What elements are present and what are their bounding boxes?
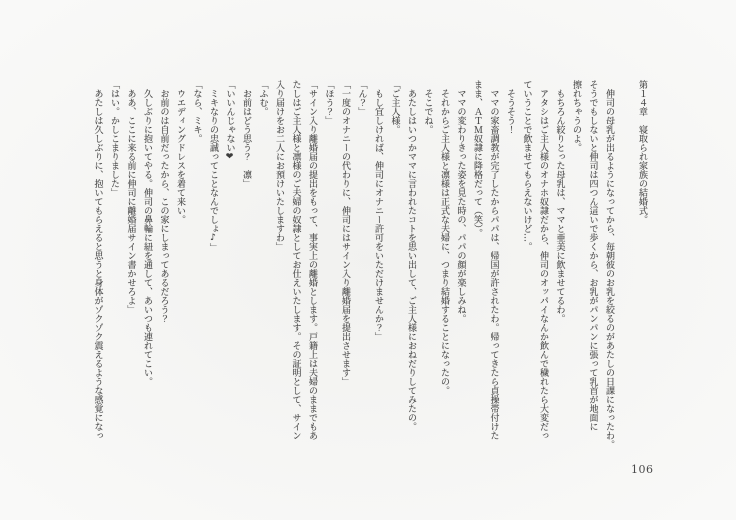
text-column: ていうことで飲ませてもらえないけど…。	[521, 80, 532, 251]
text-column: ミキなりの忠誠ってことなんでしょ♪」	[208, 80, 218, 252]
text-column: 久しぶりに抱いてやる。伸司の鼻輪に紐を通して、あいつも連れてこい。	[142, 80, 152, 386]
text-column: まま、ＡＴＭ奴隷に降格だって（笑）。	[472, 80, 482, 238]
text-column: たしはご主人様と凛様のご夫婦の奴隷としてお仕えいたします。その証明として、サイン	[290, 80, 301, 440]
text-column: そこでね。	[422, 80, 433, 134]
page-text-block	[89, 80, 650, 452]
text-column: そうそう！	[505, 80, 515, 134]
text-column: 「なら、ミキ。	[191, 80, 202, 143]
text-column: 入り届けをお二人にお預けいたしますわ」	[274, 80, 284, 251]
text-column: あたしはいつかママに言われたコトを思い出して、ご主人様におねだりしてみたの。	[406, 80, 416, 431]
chapter-title: 第１４章 寝取られ家族の結婚式。	[637, 80, 647, 224]
text-column: ウエディングドレスを着て来い。	[175, 80, 185, 224]
text-column: 伸司の母乳が出るようになってから、毎朝彼のお乳を絞るのがあたしの日課になったわ。	[604, 80, 614, 449]
text-column: アタシはご主人様のオナホ奴隷だから、伸司のオッパイなんか飲んで穢れたら大変だっ	[538, 80, 548, 440]
text-column: 「ご主人様。	[389, 80, 400, 134]
text-column: あたしは久しぶりに、抱いてもらえると思うと身体がゾクゾク震えるような感覚になっ	[92, 80, 103, 440]
text-column: 「サイン入り離婚届の提出をもって、事実上の離婚とします。戸籍上は夫婦のままでもあ	[307, 80, 317, 440]
text-column: 「ん？」	[356, 80, 367, 116]
text-column: それからご主人様と凛様は正式な夫婦に、つまり結婚することになったの。	[439, 80, 449, 395]
text-column: お前はどう思う？ 凛」	[241, 80, 251, 188]
text-column: 「はい。かしこまりました」	[109, 80, 119, 197]
text-column: 「いいんじゃない❤	[224, 80, 235, 162]
text-column: ああ、ここに来る前に伸司に離婚届サイン書かせろよ」	[125, 80, 136, 314]
text-column: もし宜しければ、伸司にオナニー許可をいただけませんか？」	[373, 80, 383, 341]
text-column: もちろん絞りとった母乳は、ママと亜美に飲ませてるわ。	[554, 80, 565, 323]
text-column: ママの家畜調教が完了したからパパは、帰国が許されたわ。帰ってきたら貞操帯付けた	[488, 80, 499, 440]
text-column: 擦れちゃうのよ。	[571, 80, 581, 152]
text-column: 「一度のオナニーの代わりに、伸司にはサイン入り離婚届を提出させます」	[340, 80, 350, 386]
text-column: お前のは自前だったから、この家にしまってあるだろう？	[158, 80, 169, 323]
text-column: 「ほう？」	[323, 80, 334, 125]
text-column: ママの変わりきった姿を見た時の、パパの顔が楽しみね。	[455, 80, 466, 323]
page-number: 106	[631, 463, 654, 476]
column-gap	[617, 80, 634, 452]
text-column: 「ふむ。	[257, 80, 268, 116]
text-column: そうでもしないと伸司は四つん這いで歩くから、お乳がパンパンに張って乳首が地面に	[587, 80, 598, 431]
